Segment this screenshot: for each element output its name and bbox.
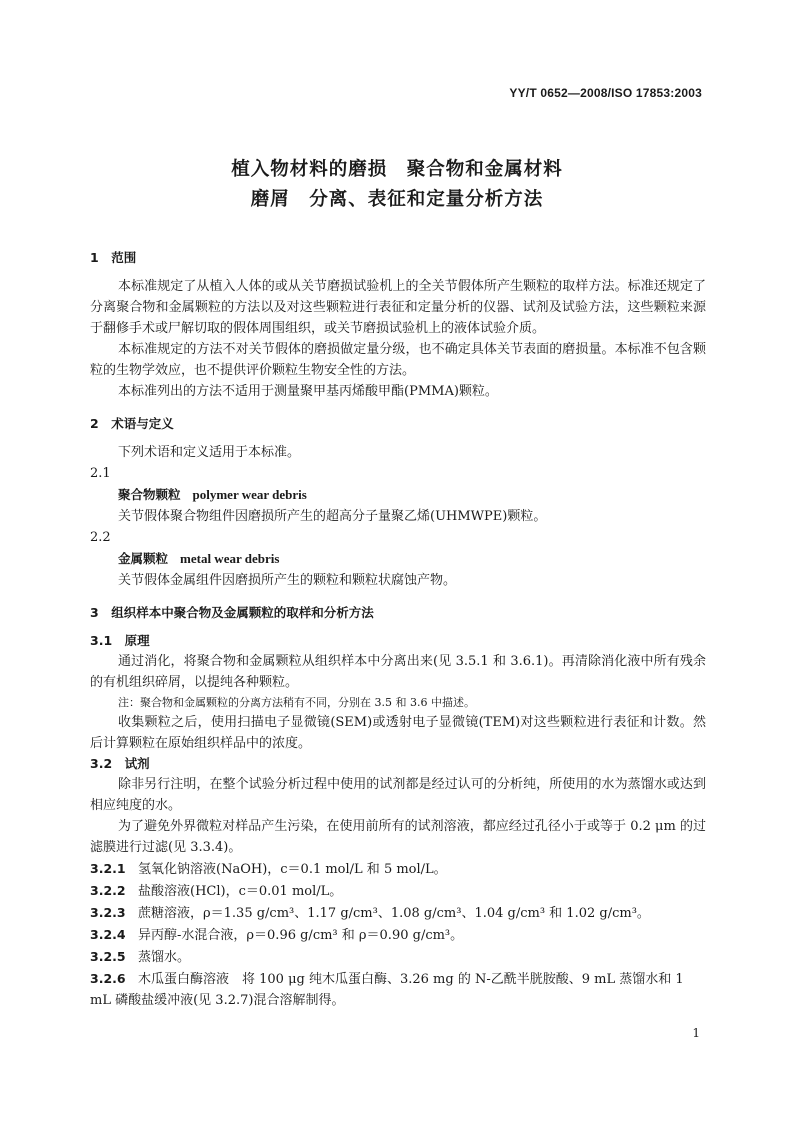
clause-number: 3.2.4 bbox=[90, 927, 126, 942]
clause-number: 3.2.5 bbox=[90, 949, 126, 964]
term-2-2-number: 2.2 bbox=[90, 530, 111, 545]
scope-paragraph-2: 本标准规定的方法不对关节假体的磨损做定量分级，也不确定具体关节表面的磨损量。本标准不包含颗粒的生物学效应，也不提供评价颗粒生物安全性的方法。 bbox=[90, 342, 706, 378]
scope-paragraph-3: 本标准列出的方法不适用于测量聚甲基丙烯酸甲酯(PMMA)颗粒。 bbox=[118, 384, 498, 399]
section-3-heading: 3 组织样本中聚合物及金属颗粒的取样和分析方法 bbox=[90, 605, 374, 620]
term-2-2-english: metal wear debris bbox=[180, 551, 280, 566]
clause-text: 蔗糖溶液，ρ＝1.35 g/cm³、1.17 g/cm³、1.08 g/cm³、1.04 g/cm³ 和 1.02 g/cm³。 bbox=[138, 906, 650, 921]
clause-item bbox=[90, 946, 706, 968]
clause-text: 木瓜蛋白酶溶液 将 100 μg 纯木瓜蛋白酶、3.26 mg 的 N-乙酰半胱胺酸、9 mL 蒸馏水和 1 mL 磷酸盐缓冲液(见 3.2.7)混合溶解制得。 bbox=[90, 972, 684, 1008]
section-2-heading: 2 术语与定义 bbox=[90, 416, 174, 431]
clause-item bbox=[90, 880, 706, 902]
document-title-line-1: 植入物材料的磨损 聚合物和金属材料 bbox=[231, 159, 563, 180]
clause-item bbox=[90, 924, 706, 946]
clause-text: 氢氧化钠溶液(NaOH)，c＝0.1 mol/L 和 5 mol/L。 bbox=[138, 862, 447, 877]
term-2-1-chinese: 聚合物颗粒 bbox=[118, 487, 181, 502]
terms-intro: 下列术语和定义适用于本标准。 bbox=[118, 445, 301, 460]
clause-text: 异丙醇-水混合液，ρ＝0.96 g/cm³ 和 ρ＝0.90 g/cm³。 bbox=[138, 928, 464, 943]
term-2-1-definition: 关节假体聚合物组件因磨损所产生的超高分子量聚乙烯(UHMWPE)颗粒。 bbox=[118, 509, 547, 524]
document-title-line-2: 磨屑 分离、表征和定量分析方法 bbox=[250, 189, 544, 210]
clause-number: 3.2.6 bbox=[90, 971, 126, 986]
principle-paragraph-2: 收集颗粒之后，使用扫描电子显微镜(SEM)或透射电子显微镜(TEM)对这些颗粒进行表征和计数。然后计算颗粒在原始组织样品中的浓度。 bbox=[90, 715, 706, 751]
section-3-1-heading: 3.1 原理 bbox=[90, 633, 150, 648]
clause-text: 蒸馏水。 bbox=[138, 950, 191, 965]
reagents-paragraph-1: 除非另行注明，在整个试验分析过程中使用的试剂都是经过认可的分析纯，所使用的水为蒸馏水或达到相应纯度的水。 bbox=[90, 777, 706, 813]
clause-item bbox=[90, 858, 706, 880]
clause-number: 3.2.3 bbox=[90, 905, 126, 920]
clause-item bbox=[90, 968, 706, 1011]
term-2-2-definition: 关节假体金属组件因磨损所产生的颗粒和颗粒状腐蚀产物。 bbox=[118, 573, 457, 588]
section-3-2-heading: 3.2 试剂 bbox=[90, 756, 150, 771]
reagents-paragraph-2: 为了避免外界微粒对样品产生污染，在使用前所有的试剂溶液，都应经过孔径小于或等于 0.2 μm 的过滤膜进行过滤(见 3.3.4)。 bbox=[90, 819, 706, 855]
term-2-1-number: 2.1 bbox=[90, 466, 111, 481]
document-body bbox=[90, 248, 706, 1011]
principle-paragraph-1: 通过消化，将聚合物和金属颗粒从组织样本中分离出来(见 3.5.1 和 3.6.1)。再清除消化液中所有残余的有机组织碎屑，以提纯各种颗粒。 bbox=[90, 654, 706, 690]
clause-text: 盐酸溶液(HCl)，c＝0.01 mol/L。 bbox=[138, 884, 343, 899]
clause-item bbox=[90, 902, 706, 924]
scope-paragraph-1: 本标准规定了从植入人体的或从关节磨损试验机上的全关节假体所产生颗粒的取样方法。标准还规定了分离聚合物和金属颗粒的方法以及对这些颗粒进行表征和定量分析的仪器、试剂及试验方法，这些颗粒来源于翻修手术或尸解切取的假体周围组织，或关节磨损试验机上的液体试验介质。 bbox=[90, 279, 706, 336]
principle-note: 注：聚合物和金属颗粒的分离方法稍有不同，分别在 3.5 和 3.6 中描述。 bbox=[118, 696, 475, 709]
clause-number: 3.2.2 bbox=[90, 883, 126, 898]
term-2-2-chinese: 金属颗粒 bbox=[118, 551, 169, 566]
standard-code: YY/T 0652—2008/ISO 17853:2003 bbox=[509, 86, 702, 100]
page-number: 1 bbox=[692, 1026, 700, 1040]
section-1-heading: 1 范围 bbox=[90, 250, 137, 265]
clause-number: 3.2.1 bbox=[90, 861, 126, 876]
term-2-1 bbox=[90, 484, 706, 506]
term-2-1-english: polymer wear debris bbox=[192, 487, 307, 502]
term-2-2 bbox=[90, 548, 706, 570]
